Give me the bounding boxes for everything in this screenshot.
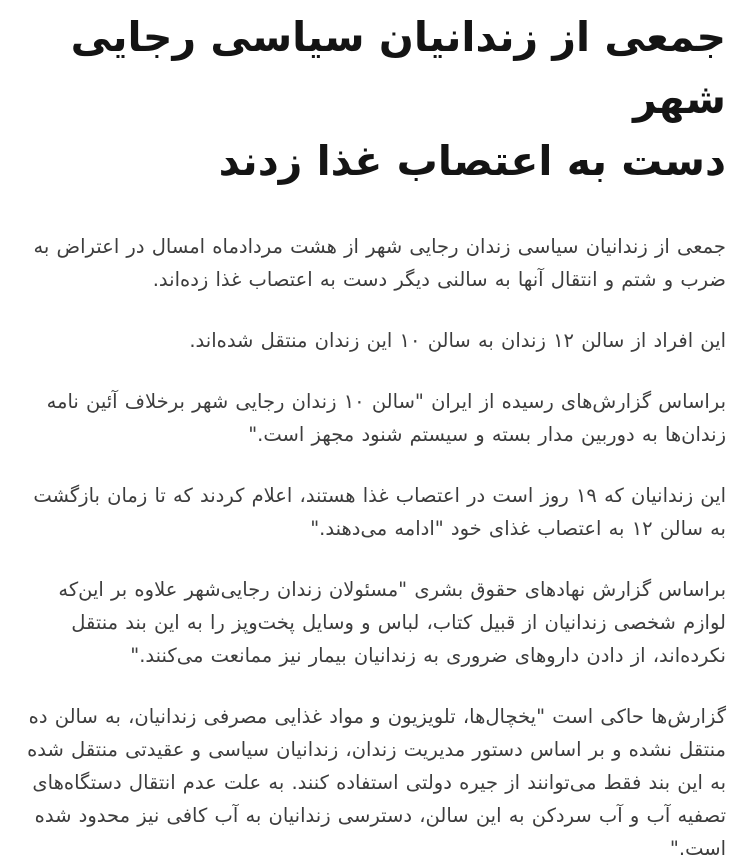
article-title-line-2: دست به اعتصاب غذا زدند: [218, 137, 726, 185]
article-paragraph-5: براساس گزارش نهادهای حقوق بشری "مسئولان زندان رجایی‌شهر علاوه بر این‌که لوازم شخصی زندانیان از قبیل کتاب، لباس و وسایل پخت‌وپز را به این بند منتقل نکرده‌اند، از دادن داروهای ضروری به زندانیان بیمار نیز ممانعت می‌کنند.": [58, 578, 726, 667]
article-title-line-1: جمعی از زندانیان سیاسی رجایی شهر: [70, 13, 726, 123]
article-paragraph-1: جمعی از زندانیان سیاسی زندان رجایی شهر از هشت مردادماه امسال در اعتراض به ضرب و شتم و انتقال آنها به سالنی دیگر دست به اعتصاب غذا زده‌اند.: [33, 235, 726, 291]
article-paragraph-4: این زندانیان که ۱۹ روز است در اعتصاب غذا هستند، اعلام کردند که تا زمان بازگشت به سالن ۱۲ به اعتصاب غذای خود "ادامه می‌دهند.": [33, 484, 726, 540]
article-paragraph-2: این افراد از سالن ۱۲ زندان به سالن ۱۰ این زندان منتقل شده‌اند.: [189, 329, 726, 352]
article-title: [12, 6, 726, 192]
article-body: [12, 230, 726, 865]
article-paragraph-3: براساس گزارش‌های رسیده از ایران "سالن ۱۰ زندان رجایی شهر برخلاف آئین نامه زندان‌ها به دوربین مدار بسته و سیستم شنود مجهز است.": [46, 390, 726, 446]
article-paragraph-6: گزارش‌ها حاکی است "یخچال‌ها، تلویزیون و مواد غذایی مصرفی زندانیان، به سالن ده منتقل نشده و بر اساس دستور مدیریت زندان، زندانیان سیاسی و عقیدتی منتقل شده به این بند فقط می‌توانند از جیره دولتی استفاده کنند. به علت عدم انتقال دستگاه‌های تصفیه آب و آب سردکن به این سالن، دسترسی زندانیان به آب کافی نیز محدود شده است.": [27, 705, 726, 860]
